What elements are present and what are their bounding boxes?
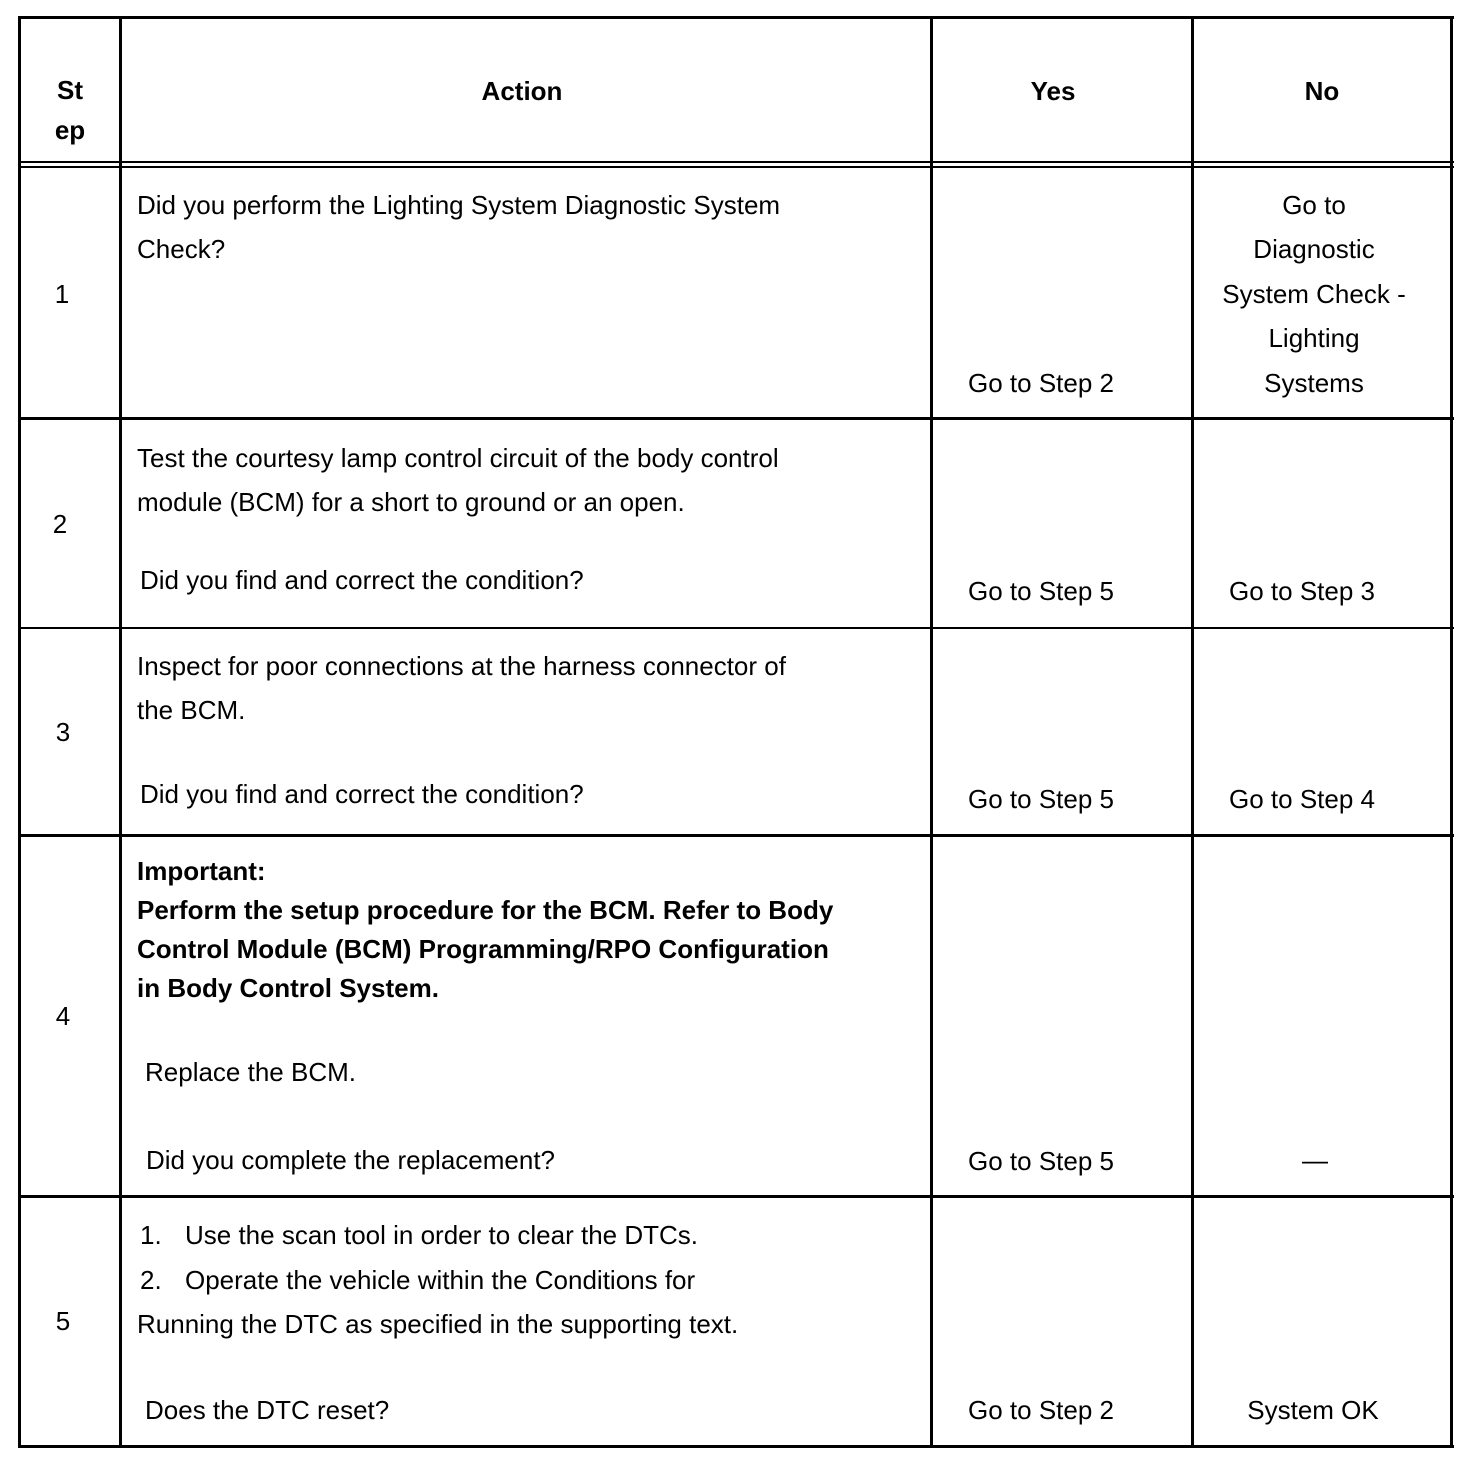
list-item-number: 2.	[140, 1265, 162, 1295]
no-result-line: Systems	[1264, 368, 1364, 398]
header-divider-2	[18, 166, 1454, 168]
table-border-bottom	[18, 1445, 1454, 1448]
table-border-top	[18, 16, 1454, 19]
column-divider-step	[119, 16, 122, 1448]
step-number: 1	[54, 279, 70, 309]
action-text: module (BCM) for a short to ground or an open.	[137, 487, 685, 517]
action-text: Check?	[137, 234, 226, 264]
diagnostic-table	[18, 16, 1454, 1448]
step-number: 5	[55, 1306, 71, 1336]
action-text: Inspect for poor connections at the harness connector of	[137, 651, 786, 681]
important-label: Important:	[137, 856, 266, 886]
important-text: Perform the setup procedure for the BCM. Refer to Body	[137, 895, 834, 925]
action-question: Did you complete the replacement?	[146, 1145, 556, 1175]
no-result: Go to Step 3	[1229, 576, 1375, 606]
important-text: in Body Control System.	[137, 973, 439, 1003]
header-yes: Yes	[1030, 76, 1076, 106]
list-item-text: Operate the vehicle within the Conditions for	[185, 1265, 696, 1295]
row-divider-1	[18, 417, 1454, 420]
list-item-continuation: Running the DTC as specified in the supporting text.	[137, 1309, 739, 1339]
important-text: Control Module (BCM) Programming/RPO Configuration	[137, 934, 829, 964]
yes-result: Go to Step 5	[968, 1146, 1114, 1176]
list-item-number: 1.	[140, 1220, 162, 1250]
no-result-line: Diagnostic	[1253, 234, 1375, 264]
header-action: Action	[481, 76, 563, 106]
row-divider-4	[18, 1195, 1454, 1198]
action-question: Did you find and correct the condition?	[140, 779, 584, 809]
no-result: —	[1302, 1145, 1328, 1175]
no-result: Go to Step 4	[1229, 784, 1375, 814]
no-result-line: System Check -	[1222, 279, 1406, 309]
no-result-line: Lighting	[1268, 323, 1360, 353]
row-divider-2	[18, 627, 1454, 629]
step-number: 4	[55, 1001, 71, 1031]
action-text: Did you perform the Lighting System Diagnostic System	[137, 190, 781, 220]
list-item-text: Use the scan tool in order to clear the DTCs.	[185, 1220, 699, 1250]
action-text: Test the courtesy lamp control circuit of the body control	[137, 443, 779, 473]
action-question: Does the DTC reset?	[145, 1395, 390, 1425]
action-question: Did you find and correct the condition?	[140, 565, 584, 595]
action-text: Replace the BCM.	[145, 1057, 356, 1087]
yes-result: Go to Step 5	[968, 784, 1114, 814]
header-step: St ep	[54, 75, 86, 145]
row-divider-3	[18, 834, 1454, 837]
step-number: 3	[55, 717, 71, 747]
no-result-line: Go to	[1282, 190, 1346, 220]
step-number: 2	[52, 509, 68, 539]
table-border-right	[1450, 16, 1453, 1448]
yes-result: Go to Step 5	[968, 576, 1114, 606]
yes-result: Go to Step 2	[968, 1395, 1114, 1425]
action-text: the BCM.	[137, 695, 246, 725]
header-no: No	[1304, 76, 1340, 106]
header-divider-1	[18, 161, 1454, 163]
yes-result: Go to Step 2	[968, 368, 1114, 398]
no-result: System OK	[1247, 1395, 1379, 1425]
column-divider-action	[930, 16, 933, 1448]
